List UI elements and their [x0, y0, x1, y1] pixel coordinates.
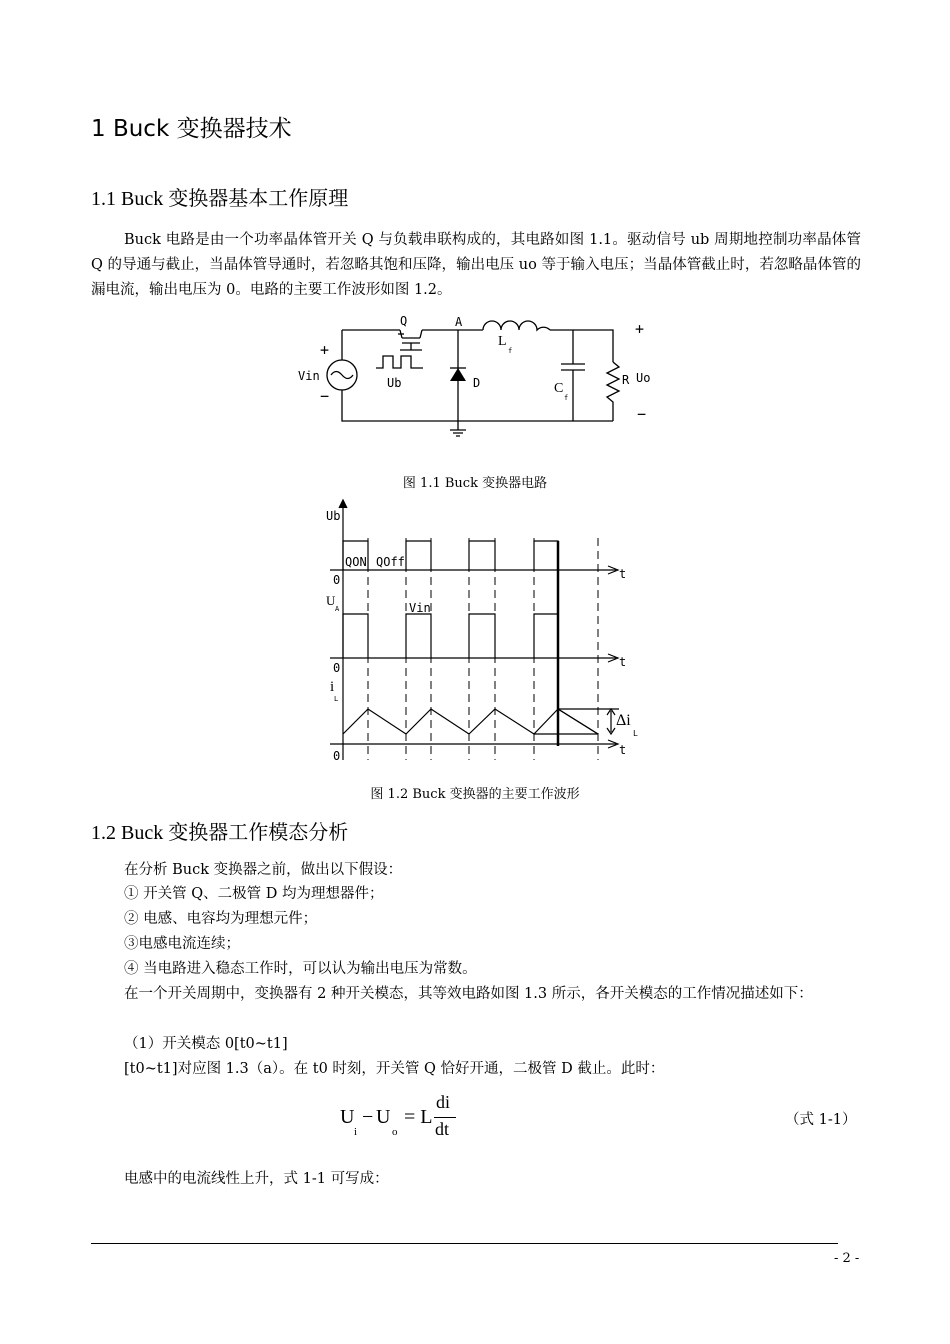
wave-label-zero-1: 0 [333, 573, 341, 587]
label-uo: Uo [636, 371, 651, 385]
figure-1-1-caption: 图 1.1 Buck 变换器电路 [402, 476, 548, 491]
label-l: L [498, 334, 507, 349]
buck-circuit-diagram [290, 312, 670, 440]
wave-label-t-1: t [619, 567, 627, 581]
label-plus-left: + [320, 341, 330, 359]
assumption-3: ③电感电流连续； [124, 936, 240, 952]
assumption-2: ② 电感、电容均为理想元件； [124, 911, 318, 927]
equation-label: （式 1-1） [785, 1112, 857, 1128]
mode-description: [t0~t1]对应图 1.3（a）。在 t0 时刻，开关管 Q 恰好开通，二极管 D 截止。此时： [124, 1061, 665, 1077]
label-r: R [622, 373, 630, 387]
wave-label-ub: Ub [326, 509, 341, 523]
eq-i-sub: i [354, 1126, 358, 1138]
page-number: - 2 - [834, 1251, 860, 1266]
label-a: A [455, 315, 463, 329]
label-ub: Ub [387, 376, 402, 390]
assumption-4: ④ 当电路进入稳态工作时，可以认为输出电压为常数。 [124, 961, 477, 977]
wave-label-delta: Δi [616, 712, 631, 729]
wave-label-zero-2: 0 [333, 661, 341, 675]
wave-label-t-2: t [619, 655, 627, 669]
assumption-intro: 在分析 Buck 变换器之前，做出以下假设： [124, 862, 403, 878]
figure-1-2-caption: 图 1.2 Buck 变换器的主要工作波形 [370, 787, 580, 802]
wave-label-il-sub: L [334, 695, 339, 703]
label-q: Q [400, 314, 408, 328]
label-minus-left: − [320, 387, 330, 405]
section-heading-1-1: 1.1 Buck 变换器基本工作原理 [91, 188, 349, 210]
label-plus-right: + [635, 320, 645, 338]
after-equation-text: 电感中的电流线性上升，式 1-1 可写成： [124, 1171, 389, 1187]
chapter-heading: 1 Buck 变换器技术 [91, 116, 292, 142]
eq-o-sub: o [392, 1126, 398, 1138]
wave-label-ua-sub: A [335, 605, 340, 613]
label-minus-right: − [637, 405, 647, 423]
eq-equals-l: = L [404, 1106, 433, 1128]
label-l-sub: f [508, 347, 513, 355]
eq-u1: U [340, 1106, 355, 1128]
wave-label-vin: Vin [409, 601, 431, 615]
label-c-sub: f [564, 394, 569, 402]
label-d: D [473, 376, 481, 390]
eq-numerator: di [436, 1092, 451, 1112]
wave-label-qoff: QOff [376, 555, 405, 569]
wave-label-qon: QON [345, 555, 367, 569]
wave-label-il: i [330, 679, 335, 695]
switching-modes-paragraph: 在一个开关周期中，变换器有 2 种开关模态，其等效电路如图 1.3 所示，各开关模态的工作情况描述如下： [124, 986, 813, 1002]
wave-label-zero-3: 0 [333, 749, 341, 763]
wave-label-ua: U [326, 593, 336, 608]
equation-1-1 [340, 1092, 520, 1144]
eq-fraction-bar [434, 1117, 456, 1118]
section-1-1-paragraph: Buck 电路是由一个功率晶体管开关 Q 与负载串联构成的，其电路如图 1.1。驱动信号 ub 周期地控制功率晶体管 Q 的导通与截止，当晶体管导通时，若忽略其饱和压降，输出电压 uo 等于输入电压；当晶体管截止时，若忽略晶体管的漏电流，输出电压为 0。电路的主要工作波形如图 1.2。 [91, 232, 861, 298]
wave-label-t-3: t [619, 743, 627, 757]
eq-minus: − [362, 1106, 374, 1128]
waveform-diagram [320, 498, 640, 770]
section-heading-1-2: 1.2 Buck 变换器工作模态分析 [91, 822, 349, 844]
footer-divider [91, 1243, 838, 1244]
mode-title: （1）开关模态 0[t0~t1] [124, 1036, 288, 1052]
wave-label-delta-sub: L [633, 729, 638, 738]
eq-denominator: dt [435, 1119, 450, 1139]
label-c: C [554, 381, 564, 396]
label-vin: Vin [298, 369, 320, 383]
eq-u2: U [376, 1106, 391, 1128]
assumption-1: ① 开关管 Q、二极管 D 均为理想器件； [124, 886, 384, 902]
